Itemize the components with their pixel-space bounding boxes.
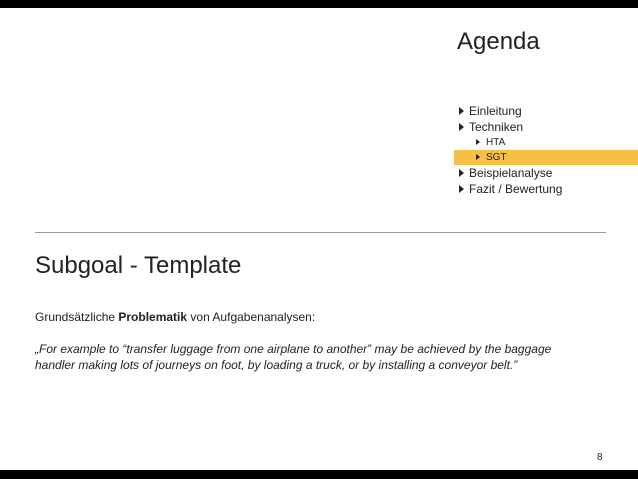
agenda-item-label: Beispielanalyse: [469, 166, 553, 180]
agenda-item-beispielanalyse: [456, 165, 638, 181]
agenda-title: Agenda: [457, 28, 540, 55]
intro-bold: Problematik: [118, 310, 188, 324]
section-divider: [35, 232, 606, 233]
page-number: 8: [597, 452, 603, 463]
bullet-triangle-icon: [476, 154, 480, 160]
agenda-item-einleitung: [456, 103, 638, 119]
agenda-item-label: HTA: [486, 137, 506, 148]
bullet-triangle-icon: [459, 107, 464, 115]
slide-title: Subgoal - Template: [35, 252, 242, 279]
agenda-item-techniken: [456, 119, 638, 135]
bullet-triangle-icon: [476, 139, 480, 145]
top-bar: [0, 0, 638, 8]
bullet-triangle-icon: [459, 169, 464, 177]
agenda-item-label: SGT: [486, 152, 507, 163]
intro-text: [35, 309, 565, 325]
bullet-triangle-icon: [459, 123, 464, 131]
bottom-bar: [0, 470, 638, 479]
agenda-item-label: Techniken: [469, 120, 524, 134]
agenda-list: [456, 103, 638, 197]
agenda-item-label: Fazit / Bewertung: [469, 182, 563, 196]
intro-suffix: von Aufgabenanalysen:: [187, 310, 316, 324]
agenda-item-fazit: [456, 181, 638, 197]
agenda-subitem-sgt-active: [454, 150, 638, 165]
agenda-item-label: Einleitung: [469, 104, 522, 118]
bullet-triangle-icon: [459, 185, 464, 193]
agenda-subitem-hta: [456, 135, 638, 150]
intro-prefix: Grundsätzliche: [35, 310, 119, 324]
quote-text: „For example to “transfer luggage from one airplane to another” may be achieved by the baggage handler making lots of journeys on foot, by loading a truck, or by installing a conveyor belt.”: [35, 342, 552, 372]
